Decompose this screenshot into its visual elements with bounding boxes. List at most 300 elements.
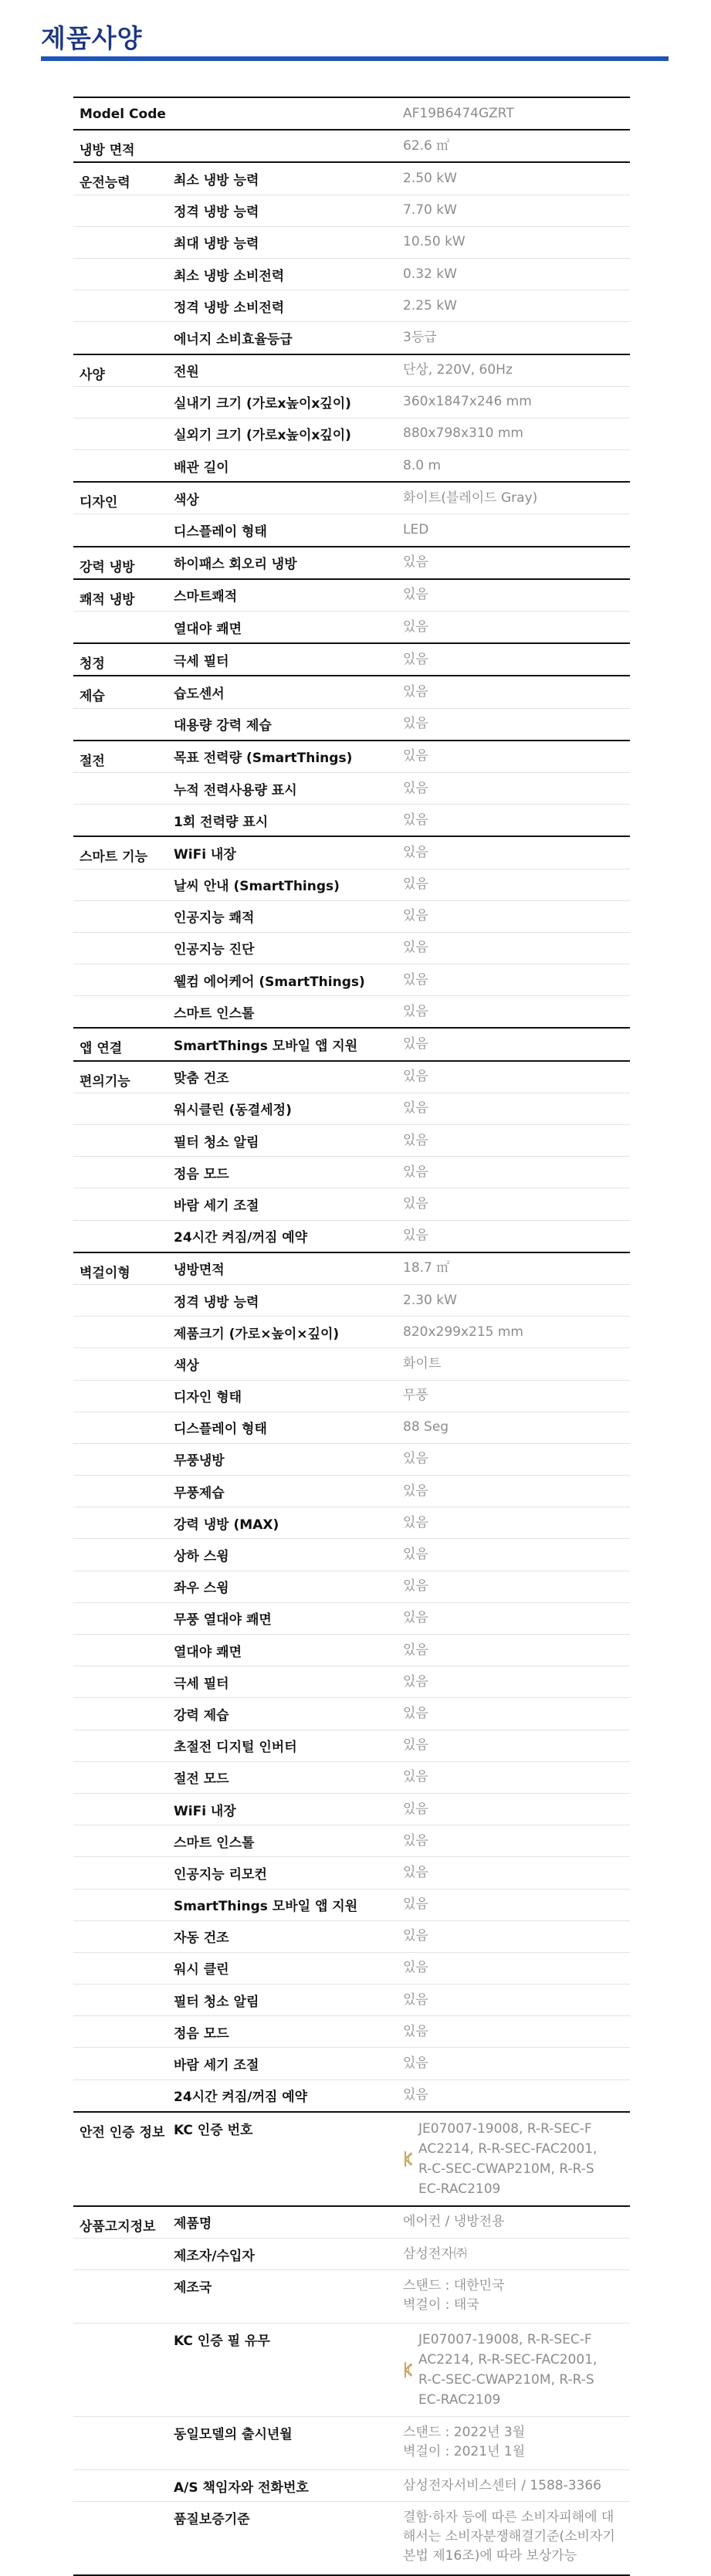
spec-value: 2.30 kW (403, 1292, 457, 1308)
spec-label: 정격 냉방 소비전력 (174, 300, 285, 316)
spec-category (73, 1762, 174, 1771)
spec-row (73, 321, 630, 353)
spec-row (73, 195, 630, 226)
spec-category (73, 1285, 174, 1293)
spec-label: 실외기 크기 (가로x높이x깊이) (174, 428, 351, 444)
spec-row (73, 1316, 630, 1347)
spec-row (73, 1761, 630, 1793)
spec-row (73, 2323, 630, 2416)
spec-label: WiFi 내장 (174, 1803, 236, 1819)
spec-row (73, 258, 630, 290)
spec-row (73, 1124, 630, 1156)
spec-row (73, 1856, 630, 1888)
spec-label: 강력 냉방 (MAX) (174, 1517, 279, 1533)
spec-row (73, 644, 630, 675)
spec-value: 2.50 kW (403, 170, 457, 186)
spec-value: 10.50 kW (403, 234, 466, 250)
spec-category (73, 1635, 174, 1643)
spec-category (73, 612, 174, 620)
spec-value: 있음 (403, 1578, 428, 1595)
spec-label: 스마트 인스톨 (174, 1005, 255, 1022)
spec-category (73, 2016, 174, 2025)
spec-category (73, 387, 174, 395)
spec-row (73, 2469, 630, 2501)
spec-label: A/S 책임자와 전화번호 (174, 2479, 309, 2496)
spec-row (73, 1666, 630, 1697)
spec-value: 있음 (403, 780, 428, 796)
spec-value: 있음 (403, 1610, 428, 1626)
spec-category: 운전능력 (80, 175, 130, 192)
spec-value: 스탠드 : 2022년 3월 벽걸이 : 2021년 1월 (403, 2425, 526, 2460)
spec-group (73, 1060, 630, 1252)
spec-row (73, 611, 630, 642)
spec-row (73, 1571, 630, 1602)
spec-category: 사양 (80, 367, 105, 383)
spec-category (73, 869, 174, 878)
spec-label: 디자인 형태 (174, 1390, 242, 1406)
spec-label: 인공지능 진단 (174, 942, 255, 958)
spec-category (73, 1571, 174, 1580)
spec-value: 있음 (403, 2087, 428, 2103)
spec-value: AF19B6474GZRT (403, 105, 514, 121)
spec-value: 단상, 220V, 60Hz (403, 362, 513, 378)
spec-row (73, 1284, 630, 1316)
spec-category (73, 2502, 174, 2510)
spec-value: 있음 (403, 619, 428, 635)
spec-label: 워시클린 (동결세정) (174, 1103, 292, 1119)
spec-row (73, 2501, 630, 2574)
spec-row (73, 1443, 630, 1475)
spec-label: 무풍 열대야 쾌면 (174, 1612, 272, 1629)
kc-mark-icon (403, 2150, 414, 2168)
spec-row (73, 2238, 630, 2269)
spec-row (73, 1697, 630, 1729)
spec-group (73, 354, 630, 482)
spec-value: LED (403, 522, 429, 538)
spec-label: 정음 모드 (174, 1166, 229, 1182)
spec-value: 삼성전자서비스센터 / 1588-3366 (403, 2477, 601, 2493)
spec-row (73, 355, 630, 386)
spec-category (73, 1857, 174, 1866)
spec-value: 820x299x215 mm (403, 1324, 523, 1340)
spec-category (73, 1698, 174, 1707)
spec-row (73, 2079, 630, 2111)
spec-label: KC 인증 필 유무 (174, 2334, 270, 2350)
spec-label: 자동 건조 (174, 1930, 229, 1947)
spec-label: 필터 청소 알림 (174, 1134, 259, 1151)
spec-label: 바람 세기 조절 (174, 1198, 259, 1214)
spec-row (73, 1634, 630, 1666)
spec-row (73, 514, 630, 545)
spec-category (73, 227, 174, 236)
spec-label: 누적 전력사용량 표시 (174, 782, 297, 798)
spec-category (73, 1539, 174, 1547)
spec-label: 좌우 스윙 (174, 1581, 229, 1597)
spec-value: 3등급 (403, 329, 437, 345)
spec-category (73, 2417, 174, 2425)
spec-row (73, 98, 630, 129)
spec-label: 극세 필터 (174, 653, 229, 669)
spec-category (73, 805, 174, 813)
spec-value: 880x798x310 mm (403, 425, 523, 442)
spec-row (73, 1602, 630, 1634)
spec-value: 있음 (403, 1864, 428, 1880)
spec-category (73, 450, 174, 459)
spec-label: 제조자/수입자 (174, 2248, 255, 2264)
spec-row (73, 1220, 630, 1252)
spec-value: 있음 (403, 876, 428, 893)
spec-category (73, 2323, 174, 2332)
spec-value: 있음 (403, 1069, 428, 1085)
spec-value: 있음 (403, 2023, 428, 2039)
spec-value: 있음 (403, 1896, 428, 1913)
spec-row (73, 2113, 630, 2205)
spec-category (73, 1412, 174, 1421)
spec-row (73, 1412, 630, 1443)
spec-value: 화이트(블레이드 Gray) (403, 490, 538, 506)
spec-value: 8.0 m (403, 457, 441, 473)
spec-category (73, 901, 174, 910)
spec-category: 절전 (80, 753, 105, 769)
spec-row (73, 1984, 630, 2015)
spec-label: 디스플레이 형태 (174, 1422, 267, 1438)
spec-category (73, 1794, 174, 1802)
spec-row (73, 1380, 630, 1412)
spec-row (73, 1475, 630, 1507)
spec-value (403, 2323, 630, 2410)
spec-label: 제품크기 (가로×높이×깊이) (174, 1326, 340, 1342)
spec-label: 열대야 쾌면 (174, 621, 242, 637)
spec-label: 무풍제습 (174, 1485, 225, 1501)
spec-category (73, 933, 174, 941)
spec-label: 절전 모드 (174, 1771, 229, 1788)
spec-category (73, 709, 174, 717)
spec-group (73, 642, 630, 675)
spec-label: 목표 전력량 (SmartThings) (174, 751, 353, 767)
spec-row (73, 580, 630, 611)
spec-row (73, 1029, 630, 1059)
kc-number-text: JE07007-19008, R-R-SEC-F AC2214, R-R-SEC-FAC2001, R-C-SEC-CWAP210M, R-R-S EC-RAC2109 (418, 2332, 598, 2408)
spec-row (73, 386, 630, 418)
spec-category: 편의기능 (80, 1073, 130, 1090)
spec-group (73, 161, 630, 353)
spec-category (73, 195, 174, 204)
spec-category: 디자인 (80, 495, 118, 511)
spec-row (73, 900, 630, 932)
spec-category (73, 1476, 174, 1484)
spec-row (73, 1825, 630, 1856)
spec-category: 안전 인증 정보 (80, 2124, 165, 2140)
spec-row (73, 708, 630, 740)
spec-value: 있음 (403, 748, 428, 764)
spec-value: 있음 (403, 1003, 428, 1019)
spec-value: 2.25 kW (403, 297, 457, 314)
spec-value: 있음 (403, 1547, 428, 1563)
spec-row (73, 2047, 630, 2079)
title-underline (41, 56, 669, 61)
spec-category (73, 1603, 174, 1612)
spec-label: 대용량 강력 제습 (174, 718, 272, 734)
spec-row (73, 1538, 630, 1570)
spec-row (73, 1347, 630, 1379)
spec-group (73, 675, 630, 739)
spec-label: 웰컴 에어케어 (SmartThings) (174, 974, 365, 990)
spec-category (73, 2270, 174, 2279)
spec-group (73, 129, 630, 161)
spec-label: 24시간 켜짐/꺼짐 예약 (174, 1230, 308, 1246)
spec-group (73, 2205, 630, 2575)
spec-label: 상하 스윙 (174, 1549, 229, 1565)
spec-value: 에어컨 / 냉방전용 (403, 2214, 505, 2230)
spec-label: 초절전 디지털 인버터 (174, 1740, 297, 1756)
spec-value: 있음 (403, 2056, 428, 2072)
spec-label: 제품명 (174, 2216, 212, 2232)
spec-row (73, 1062, 630, 1093)
spec-row (73, 1253, 630, 1284)
spec-row (73, 932, 630, 964)
spec-value: 있음 (403, 1769, 428, 1785)
spec-row (73, 995, 630, 1027)
spec-value: 있음 (403, 1928, 428, 1944)
spec-value: 있음 (403, 1451, 428, 1467)
spec-category: 청정 (80, 656, 105, 673)
spec-category: 앱 연결 (80, 1041, 123, 1057)
spec-label: 정음 모드 (174, 2025, 229, 2042)
spec-category (73, 2080, 174, 2089)
spec-label: 정격 냉방 능력 (174, 205, 259, 221)
spec-group (73, 740, 630, 836)
spec-label: 습도센서 (174, 686, 225, 702)
spec-row (73, 1093, 630, 1124)
spec-label: 디스플레이 형태 (174, 524, 267, 541)
spec-label: 필터 청소 알림 (174, 1994, 259, 2010)
spec-label: 스마트 인스톨 (174, 1835, 255, 1851)
spec-label: 1회 전력량 표시 (174, 814, 269, 830)
spec-row (73, 483, 630, 514)
spec-category (73, 290, 174, 299)
spec-value: 있음 (403, 1100, 428, 1117)
spec-table (73, 97, 630, 2576)
spec-group (73, 836, 630, 1027)
kc-number-text: JE07007-19008, R-R-SEC-F AC2214, R-R-SEC-FAC2001, R-C-SEC-CWAP210M, R-R-S EC-RAC2109 (418, 2120, 598, 2197)
spec-row (73, 964, 630, 995)
spec-label: 하이패스 회오리 냉방 (174, 557, 297, 573)
spec-value: 있음 (403, 1801, 428, 1817)
spec-label: 워시 클린 (174, 1962, 229, 1978)
spec-category: 강력 냉방 (80, 559, 135, 575)
spec-label: 강력 제습 (174, 1707, 229, 1724)
spec-value: 있음 (403, 1228, 428, 1244)
spec-label: 24시간 켜짐/꺼짐 예약 (174, 2090, 308, 2106)
spec-value: 있음 (403, 587, 428, 603)
spec-label: 열대야 쾌면 (174, 1644, 242, 1660)
spec-label: 제조국 (174, 2280, 212, 2296)
spec-row (73, 163, 630, 194)
spec-value: 있음 (403, 1164, 428, 1180)
spec-row (73, 290, 630, 321)
spec-value: 있음 (403, 1642, 428, 1658)
spec-category: 제습 (80, 689, 105, 705)
spec-row (73, 418, 630, 449)
spec-label: 전원 (174, 364, 199, 381)
spec-label: 무풍냉방 (174, 1453, 225, 1469)
spec-value: 있음 (403, 971, 428, 988)
spec-label: 실내기 크기 (가로x높이x깊이) (174, 396, 351, 412)
spec-category: 냉방 면적 (80, 143, 135, 159)
spec-value: 있음 (403, 554, 428, 571)
spec-label: 인공지능 쾌적 (174, 910, 255, 927)
spec-row (73, 2269, 630, 2323)
spec-label: 극세 필터 (174, 1676, 229, 1692)
spec-category (73, 2048, 174, 2056)
spec-value: 있음 (403, 1991, 428, 2008)
spec-row (73, 2207, 630, 2238)
spec-row (73, 1507, 630, 1538)
spec-category (73, 773, 174, 781)
spec-label: 인공지능 리모컨 (174, 1866, 267, 1883)
spec-value: 있음 (403, 683, 428, 700)
spec-value: 화이트 (403, 1355, 442, 1371)
spec-category: 스마트 기능 (80, 849, 148, 866)
spec-category (73, 964, 174, 973)
spec-value: 62.6 ㎡ (403, 137, 450, 154)
spec-category (73, 2470, 174, 2479)
spec-value: 있음 (403, 716, 428, 732)
spec-label: 최소 냉방 능력 (174, 172, 259, 188)
spec-row (73, 804, 630, 836)
spec-label: 냉방면적 (174, 1263, 225, 1279)
spec-value: 있음 (403, 940, 428, 956)
spec-category: Model Code (80, 107, 166, 122)
spec-label: 색상 (174, 492, 199, 508)
spec-label: 최대 냉방 능력 (174, 236, 259, 253)
spec-category (73, 1381, 174, 1389)
spec-label: WiFi 내장 (174, 846, 236, 863)
spec-value: 있음 (403, 1036, 428, 1052)
spec-label: 스마트쾌적 (174, 589, 238, 605)
spec-row (73, 837, 630, 868)
spec-row (73, 2015, 630, 2047)
page-header (0, 0, 711, 64)
spec-label: 색상 (174, 1357, 199, 1374)
spec-value: 0.32 kW (403, 266, 457, 282)
spec-value: 스탠드 : 대한민국 벽걸이 : 태국 (403, 2278, 505, 2313)
spec-value: 있음 (403, 844, 428, 860)
spec-value: 있음 (403, 1737, 428, 1754)
spec-category (73, 1125, 174, 1134)
spec-value: 있음 (403, 1514, 428, 1530)
spec-category (73, 322, 174, 330)
spec-category (73, 1953, 174, 1961)
spec-row (73, 2416, 630, 2469)
spec-group (73, 481, 630, 545)
spec-category (73, 1348, 174, 1357)
spec-value: 있음 (403, 1132, 428, 1148)
spec-row (73, 1156, 630, 1188)
spec-label: 바람 세기 조절 (174, 2058, 259, 2074)
spec-value: 18.7 ㎡ (403, 1260, 450, 1276)
spec-category: 쾌적 냉방 (80, 591, 135, 608)
spec-category (73, 1985, 174, 1993)
spec-category (73, 1317, 174, 1325)
spec-category (73, 1890, 174, 1898)
spec-row (73, 1889, 630, 1920)
spec-value: 있음 (403, 1483, 428, 1499)
spec-group (73, 546, 630, 578)
spec-category: 상품고지정보 (80, 2218, 156, 2235)
spec-row (73, 772, 630, 804)
page-title: 제품사양 (41, 23, 143, 53)
spec-value: 360x1847x246 mm (403, 394, 532, 410)
spec-category (73, 1825, 174, 1834)
kc-mark-icon (403, 2361, 414, 2379)
spec-label: 품질보증기준 (174, 2512, 250, 2528)
spec-category (73, 1730, 174, 1739)
spec-value: 삼성전자㈜ (403, 2246, 467, 2262)
spec-row (73, 1188, 630, 1219)
spec-row (73, 1920, 630, 1952)
spec-label: SmartThings 모바일 앱 지원 (174, 1899, 358, 1915)
spec-value: 결함·하자 등에 따른 소비자피해에 대 해서는 소비자분쟁해결기준(소비자기 본법 제16조)에 따라 보상가능 (403, 2510, 615, 2564)
spec-row (73, 741, 630, 772)
spec-category: 벽걸이형 (80, 1265, 130, 1281)
spec-value: 무풍 (403, 1388, 428, 1404)
spec-category (73, 514, 174, 523)
spec-label: KC 인증 번호 (174, 2122, 253, 2138)
spec-group (73, 97, 630, 129)
spec-category (73, 419, 174, 427)
spec-value: 있음 (403, 908, 428, 924)
spec-category (73, 996, 174, 1005)
spec-row (73, 676, 630, 707)
spec-value: 있음 (403, 1705, 428, 1721)
spec-category (73, 1444, 174, 1452)
spec-label: 에너지 소비효율등급 (174, 331, 293, 347)
spec-label: 날씨 안내 (SmartThings) (174, 879, 340, 895)
spec-group (73, 1027, 630, 1059)
spec-row (73, 130, 630, 161)
spec-category (73, 1221, 174, 1229)
spec-row (73, 1730, 630, 1761)
spec-label: 동일모델의 출시년월 (174, 2427, 293, 2443)
spec-category (73, 259, 174, 267)
spec-category (73, 2239, 174, 2247)
spec-label: 배관 길이 (174, 459, 229, 476)
spec-category (73, 1921, 174, 1930)
spec-value: 있음 (403, 1673, 428, 1690)
spec-label: 정격 냉방 능력 (174, 1294, 259, 1310)
spec-group (73, 578, 630, 642)
spec-label: 최소 냉방 소비전력 (174, 268, 285, 284)
spec-row (73, 1952, 630, 1984)
spec-group (73, 2111, 630, 2205)
spec-label: SmartThings 모바일 앱 지원 (174, 1039, 358, 1055)
spec-value: 있음 (403, 1832, 428, 1849)
spec-row (73, 449, 630, 481)
spec-value (403, 2113, 630, 2199)
spec-label: 맞춤 건조 (174, 1071, 229, 1087)
spec-value: 있음 (403, 1960, 428, 1976)
spec-row (73, 869, 630, 900)
spec-category (73, 1157, 174, 1165)
spec-category (73, 1093, 174, 1102)
spec-category (73, 1666, 174, 1675)
spec-row (73, 226, 630, 258)
spec-value: 7.70 kW (403, 202, 457, 219)
spec-row (73, 1793, 630, 1825)
spec-value: 있음 (403, 812, 428, 828)
spec-value: 88 Seg (403, 1419, 449, 1435)
